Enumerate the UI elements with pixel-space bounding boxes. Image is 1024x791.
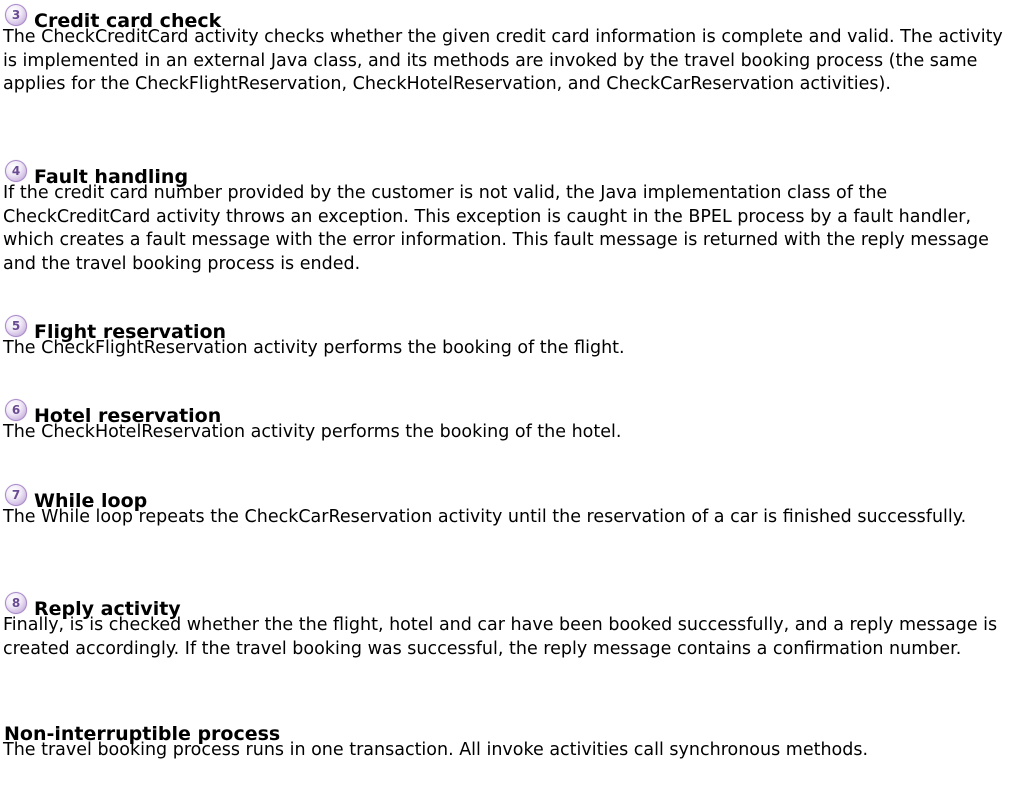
section-non-interruptible-process: [3, 714, 1021, 763]
step-3-number-badge: 3: [5, 4, 27, 26]
section-heading: [3, 714, 1021, 745]
section-credit-card-check: [3, 1, 1021, 97]
step-8-number-badge: 8: [5, 592, 27, 614]
section-hotel-reservation: [3, 396, 1021, 445]
section-heading: [3, 396, 1021, 427]
section-heading: [3, 589, 1021, 620]
section-fault-handling: [3, 157, 1021, 276]
section-title: Reply activity: [34, 598, 181, 620]
section-description: The travel booking process runs in one transaction. All invoke activities call synchronous methods.: [3, 740, 869, 760]
section-heading: [3, 481, 1021, 512]
step-6-number-badge: 6: [5, 399, 27, 421]
section-flight-reservation: [3, 312, 1021, 361]
section-reply-activity: [3, 589, 1021, 661]
section-description: Finally, is is checked whether the the flight, hotel and car have been booked successfully, and a reply message is created accordingly. If the travel booking was successful, the reply message contains a confirmation number.: [3, 615, 998, 659]
section-title: Fault handling: [34, 166, 189, 188]
section-description: The CheckCreditCard activity checks whether the given credit card information is complete and valid. The activity is implemented in an external Java class, and its methods are invoked by the travel booking process (the same applies for the CheckFlightReservation, CheckHotelReservation, and CheckCarReservation activities).: [3, 27, 1003, 95]
section-description: The While loop repeats the CheckCarReservation activity until the reservation of a car is finished successfully.: [3, 507, 967, 527]
section-title: Hotel reservation: [34, 405, 222, 427]
section-title: Credit card check: [34, 10, 222, 32]
section-heading: [3, 157, 1021, 188]
step-4-number-badge: 4: [5, 160, 27, 182]
step-7-number-badge: 7: [5, 484, 27, 506]
section-while-loop: [3, 481, 1021, 530]
section-title: Non-interruptible process: [4, 723, 281, 745]
section-heading: [3, 312, 1021, 343]
section-description: The CheckHotelReservation activity performs the booking of the hotel.: [3, 422, 622, 442]
step-5-number-badge: 5: [5, 315, 27, 337]
section-title: Flight reservation: [34, 321, 227, 343]
section-description: If the credit card number provided by the customer is not valid, the Java implementation class of the CheckCreditCard activity throws an exception. This exception is caught in the BPEL process by a fault handler, which creates a fault message with the error information. This fault message is returned with the reply message and the travel booking process is ended.: [3, 183, 989, 274]
section-description: The CheckFlightReservation activity performs the booking of the flight.: [3, 338, 625, 358]
section-heading: [3, 1, 1021, 32]
section-title: While loop: [34, 490, 148, 512]
